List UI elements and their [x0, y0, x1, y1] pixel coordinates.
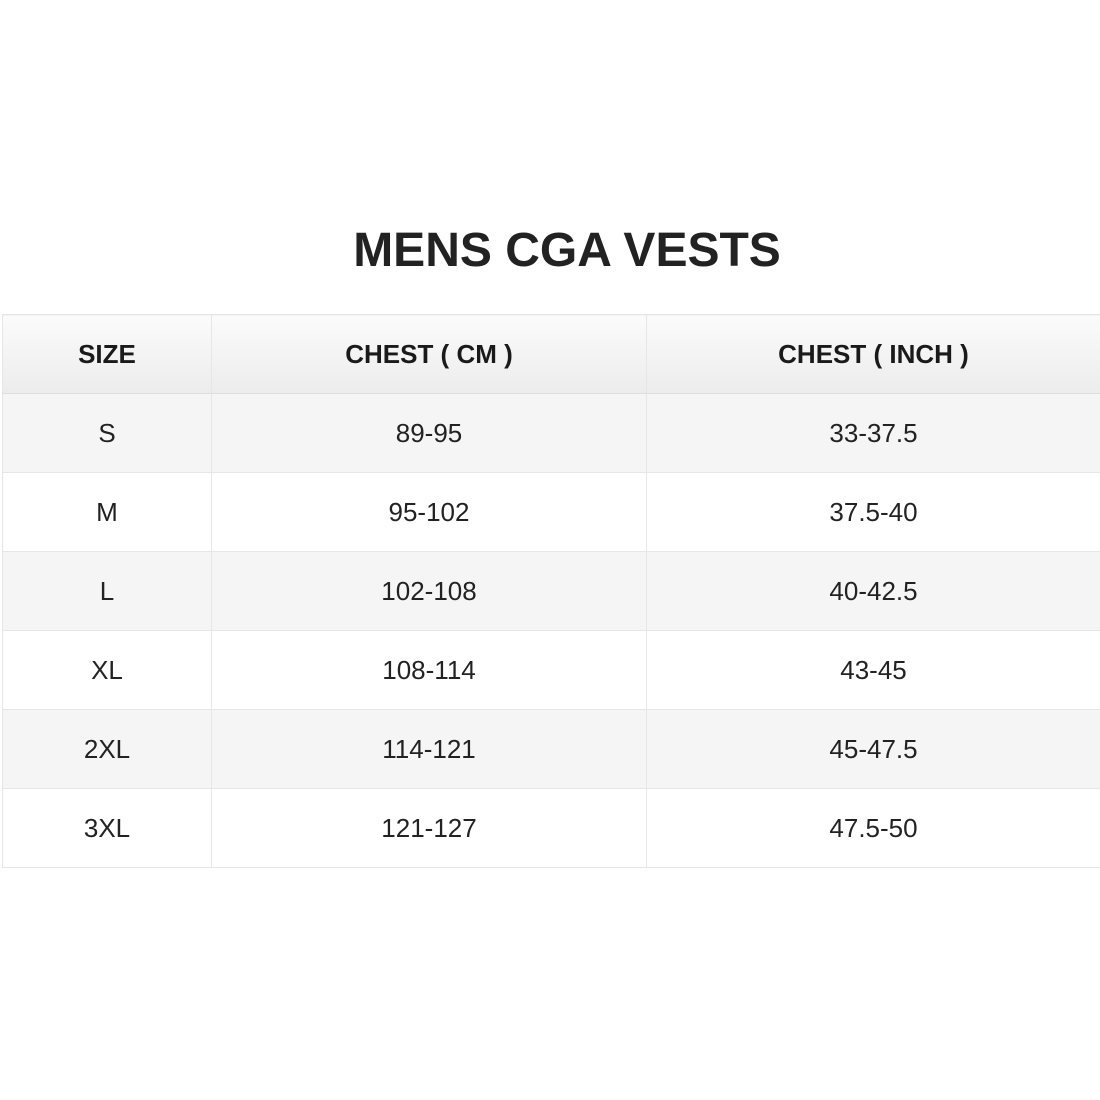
table-header [3, 315, 1100, 394]
table-row [3, 631, 1100, 710]
cell-size: 3XL [3, 789, 212, 868]
header-size: SIZE [3, 315, 212, 394]
cell-chest-cm: 108-114 [212, 631, 647, 710]
cell-size: XL [3, 631, 212, 710]
page-title: MENS CGA VESTS [353, 224, 781, 277]
cell-chest-inch: 40-42.5 [647, 552, 1100, 631]
header-row [3, 315, 1100, 394]
cell-chest-cm: 95-102 [212, 473, 647, 552]
cell-chest-cm: 121-127 [212, 789, 647, 868]
header-chest-inch: CHEST ( INCH ) [647, 315, 1100, 394]
cell-chest-inch: 47.5-50 [647, 789, 1100, 868]
cell-chest-cm: 114-121 [212, 710, 647, 789]
table-body [3, 394, 1100, 868]
table-row [3, 789, 1100, 868]
table-row [3, 394, 1100, 473]
cell-chest-inch: 43-45 [647, 631, 1100, 710]
header-chest-cm: CHEST ( CM ) [212, 315, 647, 394]
cell-chest-inch: 45-47.5 [647, 710, 1100, 789]
size-chart-table [2, 314, 1100, 868]
table-row [3, 473, 1100, 552]
table-row [3, 552, 1100, 631]
cell-size: S [3, 394, 212, 473]
cell-size: M [3, 473, 212, 552]
cell-chest-inch: 33-37.5 [647, 394, 1100, 473]
table-row [3, 710, 1100, 789]
cell-size: L [3, 552, 212, 631]
cell-size: 2XL [3, 710, 212, 789]
cell-chest-inch: 37.5-40 [647, 473, 1100, 552]
cell-chest-cm: 102-108 [212, 552, 647, 631]
cell-chest-cm: 89-95 [212, 394, 647, 473]
